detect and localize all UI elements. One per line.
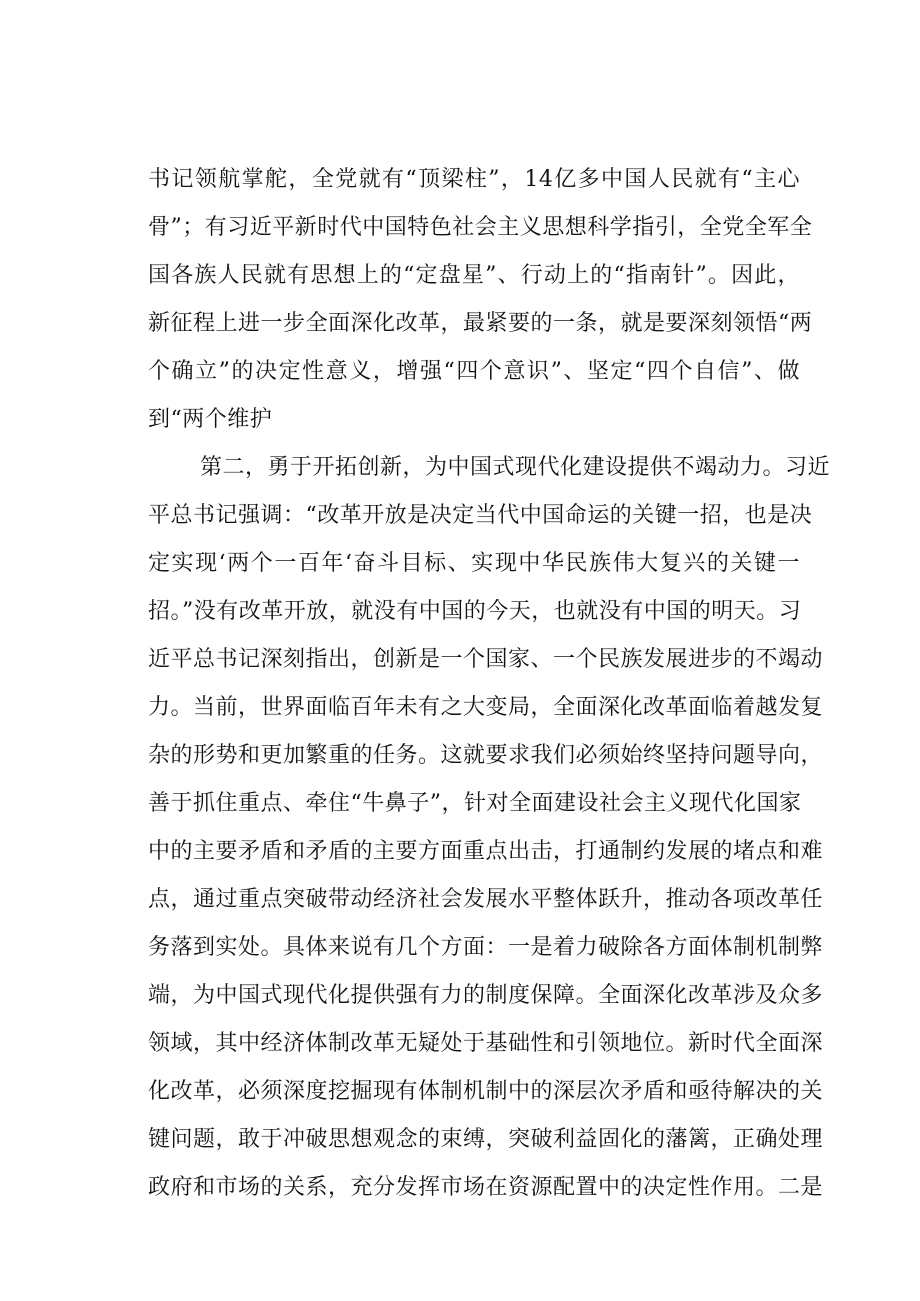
text-line: 杂的形势和更加繁重的任务。这就要求我们必须始终坚持问题导向， — [148, 743, 824, 768]
text-line: 化改革，必须深度挖掘现有体制机制中的深层次矛盾和亟待解决的关 — [148, 1079, 824, 1104]
paragraph-2 — [148, 444, 831, 1212]
text-line: 个确立”的决定性意义，增强“四个意识”、坚定“四个自信”、做 — [148, 359, 800, 384]
document-page — [148, 156, 831, 1212]
text-line: 第二，勇于开拓创新，为中国式现代化建设提供不竭动力。习近 — [200, 455, 831, 480]
text-line: 点，通过重点突破带动经济社会发展水平整体跃升，推动各项改革任 — [148, 887, 824, 912]
text-line: 中的主要矛盾和矛盾的主要方面重点出击，打通制约发展的堵点和难 — [148, 839, 824, 864]
text-line: 国各族人民就有思想上的“定盘星”、行动上的“指南针”。因此， — [148, 263, 800, 288]
text-line: 定实现‘两个一百年‘奋斗目标、实现中华民族伟大复兴的关键一 — [148, 551, 800, 576]
text-line: 骨”；有习近平新时代中国特色社会主义思想科学指引，全党全军全 — [148, 215, 813, 240]
text-line: 领域，其中经济体制改革无疑处于基础性和引领地位。新时代全面深 — [148, 1031, 824, 1056]
text-line: 新征程上进一步全面深化改革，最紧要的一条，就是要深刻领悟“两 — [148, 311, 813, 336]
text-line: 平总书记强调：“改革开放是决定当代中国命运的关键一招，也是决 — [148, 503, 813, 528]
text-line: 善于抓住重点、牵住“牛鼻子”，针对全面建设社会主义现代化国家 — [148, 791, 802, 816]
text-line: 到“两个维护 — [148, 407, 273, 432]
text-line: 务落到实处。具体来说有几个方面：一是着力破除各方面体制机制弊 — [148, 935, 824, 960]
text-line: 书记领航掌舵，全党就有“顶梁柱”，14亿多中国人民就有“主心 — [148, 167, 800, 192]
text-line: 招。”没有改革开放，就没有中国的今天，也就没有中国的明天。习 — [148, 599, 802, 624]
text-line: 力。当前，世界面临百年未有之大变局，全面深化改革面临着越发复 — [148, 695, 824, 720]
text-line: 端，为中国式现代化提供强有力的制度保障。全面深化改革涉及众多 — [148, 983, 824, 1008]
text-line: 近平总书记深刻指出，创新是一个国家、一个民族发展进步的不竭动 — [148, 647, 824, 672]
text-line: 政府和市场的关系，充分发挥市场在资源配置中的决定性作用。二是 — [148, 1175, 824, 1200]
paragraph-1 — [148, 156, 813, 444]
text-line: 键问题，敢于冲破思想观念的束缚，突破利益固化的藩篱，正确处理 — [148, 1127, 824, 1152]
